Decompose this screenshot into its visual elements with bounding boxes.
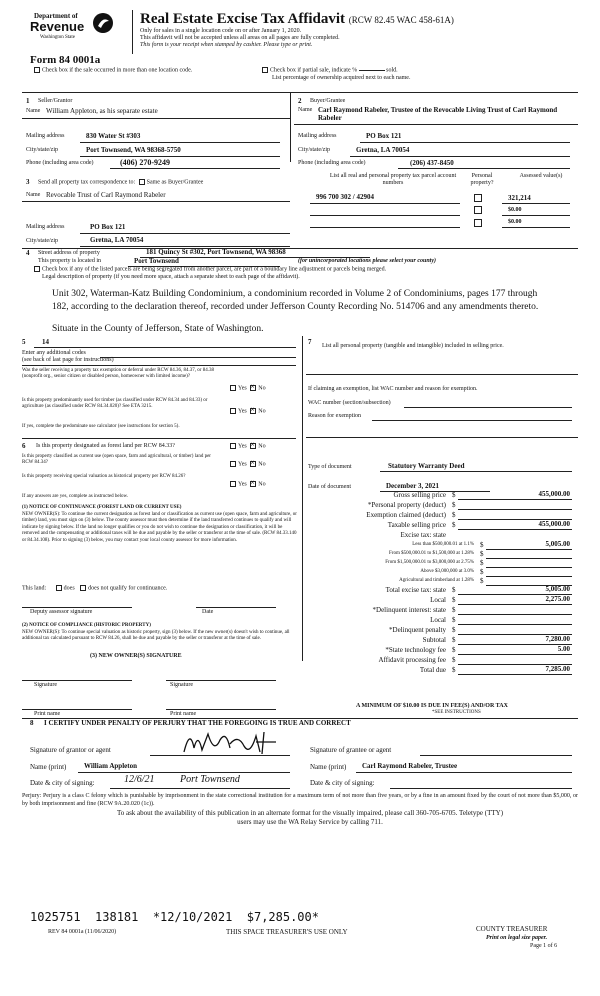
tax-row-value[interactable]: 455,000.00: [538, 490, 570, 498]
personal-property-3-checkbox[interactable]: [474, 219, 482, 227]
yes-label: Yes: [238, 408, 247, 415]
s5-q1-yes-checkbox[interactable]: [230, 385, 236, 391]
tax-row-value[interactable]: 5,005.00: [545, 585, 570, 593]
segregate-checkbox[interactable]: [34, 266, 40, 272]
no-label: No: [258, 385, 266, 392]
partial-sale-checkbox[interactable]: [262, 67, 268, 73]
buyer-mailing-label: Mailing address: [298, 133, 337, 139]
exemption-label: If claiming an exemption, list WAC number and reason for exemption.: [308, 386, 478, 392]
does-not-label: does not qualify for continuance.: [88, 585, 168, 592]
grantee-sig-label: Signature of grantee or agent: [310, 746, 392, 754]
located-field[interactable]: Port Townsend: [134, 257, 179, 265]
s6-q1-no-checkbox[interactable]: [250, 443, 256, 449]
grantor-date-label: Date & city of signing:: [30, 779, 95, 787]
s6-q2-yesno[interactable]: [230, 461, 266, 467]
buyer-mailing-field[interactable]: PO Box 121: [366, 132, 402, 140]
wac-label: WAC number (section/subsection): [308, 400, 391, 406]
s6-q3-yes-checkbox[interactable]: [230, 481, 236, 487]
multi-location-label: Check box if the sale occurred in more than one location code.: [42, 67, 193, 74]
multi-location-checkbox[interactable]: [34, 67, 40, 73]
dor-emblem-icon: [92, 12, 114, 34]
reason-label: Reason for exemption: [308, 413, 361, 419]
seller-mailing-label: Mailing address: [26, 133, 65, 139]
owner-print-label-2: Print name: [170, 711, 197, 717]
section8-number: 8: [30, 719, 34, 727]
tax-row-label: Local: [430, 596, 446, 604]
grantee-name-label: Name (print): [310, 763, 347, 771]
yes-label: Yes: [238, 443, 247, 450]
tax-row-label: *Personal property (deduct): [367, 501, 446, 509]
dollar-sign: $: [452, 616, 456, 624]
dollar-sign: $: [480, 541, 484, 549]
section7-number: 7: [308, 338, 312, 346]
buyer-name-label: Name: [298, 107, 313, 113]
dollar-sign: $: [480, 550, 484, 558]
yes-label: Yes: [238, 481, 247, 488]
title-text: Real Estate Excise Tax Affidavit: [140, 11, 345, 27]
rev-number: REV 84 0001a (11/06/2020): [48, 929, 117, 935]
partial-list-note: List percentage of ownership acquired next to each name.: [272, 75, 411, 81]
header-note2: This affidavit will not be accepted unless all areas on all pages are fully completed.: [140, 35, 340, 41]
personal-property-1-checkbox[interactable]: [474, 194, 482, 202]
s5-q2: Is this property predominantly used for timber (as classified under RCW 84.34 and 84.33) or agriculture (as classified under RCW 84.34.020)? See ETA 3215.: [22, 398, 208, 409]
tax-row-label: Above $3,000,000 at 3.0%: [420, 569, 474, 574]
s5-q3: If yes, complete the predominate use calculator (see instructions for section 5).: [22, 424, 180, 429]
form-number: Form 84 0001a: [30, 54, 101, 66]
section3-number: 3: [26, 178, 30, 186]
partial-sale-check[interactable]: [262, 67, 398, 73]
owner-print-label-1: Print name: [34, 711, 61, 717]
buyer-name-field[interactable]: Carl Raymond Rabeler, Trustee of the Revocable Living Trust of Carl Raymond Rabeler: [318, 106, 558, 122]
grantor-sig-label: Signature of grantor or agent: [30, 746, 111, 754]
deputy-date-label: Date: [202, 609, 214, 615]
tax-row-label: Local: [430, 616, 446, 624]
partial-sold-label: sold.: [386, 67, 398, 74]
parcel-col-header: List all real and personal property tax parcel account numbers: [329, 173, 457, 186]
owner-sig-label-1: Signature: [34, 682, 57, 688]
section5-number: 5: [22, 338, 26, 346]
tax-row-label: Agricultural and timberland at 1.28%: [399, 578, 474, 583]
no-label: No: [258, 443, 266, 450]
legal-label: Legal description of property (if you need more space, attach a separate sheet to each page of the affidavit).: [42, 274, 300, 280]
corr-name-label: Name: [26, 192, 41, 198]
doc-date-field[interactable]: December 3, 2021: [386, 482, 439, 490]
no-label: No: [258, 461, 266, 468]
dept-line1: Department of: [34, 12, 78, 20]
section5-code[interactable]: 14: [42, 338, 49, 346]
tax-row-value[interactable]: 7,280.00: [545, 635, 570, 643]
doc-type-field[interactable]: Statutory Warranty Deed: [388, 462, 465, 470]
grantor-date-field[interactable]: 12/6/21: [124, 774, 155, 785]
tax-row-label: Total due: [419, 666, 446, 674]
grantor-name-field[interactable]: William Appleton: [84, 762, 137, 770]
treasurer-use-note: THIS SPACE TREASURER'S USE ONLY: [226, 928, 348, 936]
tax-row-value[interactable]: 7,285.00: [545, 665, 570, 673]
s5-q2-no-checkbox[interactable]: [250, 408, 256, 414]
section2-number: 2: [298, 97, 302, 105]
tax-row-value[interactable]: 455,000.00: [538, 520, 570, 528]
deputy-sig-label: Deputy assessor signature: [30, 609, 93, 615]
multi-location-check[interactable]: [34, 67, 192, 73]
legal-line2: 182, according to the declaration thereof, recorded under Jefferson County Recording No. 514706 and any amendments thereto.: [52, 302, 539, 312]
dollar-sign: $: [452, 656, 456, 664]
grantor-name-label: Name (print): [30, 763, 67, 771]
dor-logo: [30, 12, 120, 46]
seller-section-label: Seller/Grantor: [38, 98, 73, 104]
corr-city-field[interactable]: Gretna, LA 70054: [90, 236, 144, 244]
land-does-checkbox[interactable]: [56, 585, 62, 591]
tax-row-label: Exemption claimed (deduct): [366, 511, 446, 519]
tax-row-value[interactable]: 2,275.00: [545, 595, 570, 603]
tax-row-label: Total excise tax: state: [385, 586, 446, 594]
street-field[interactable]: 181 Quincy St #302, Port Townsend, WA 98368: [146, 248, 286, 256]
s6-q2-no-checkbox[interactable]: [250, 461, 256, 467]
correspondence-row: [38, 179, 203, 185]
tax-row-label: *State technology fee: [385, 646, 446, 654]
dollar-sign: $: [480, 577, 484, 585]
see-instructions-note: *SEE INSTRUCTIONS: [432, 710, 481, 715]
does-label: does: [63, 585, 75, 592]
dollar-sign: $: [480, 568, 484, 576]
s6-q1-yesno[interactable]: [230, 443, 266, 449]
dollar-sign: $: [452, 626, 456, 634]
tax-row-label: *Delinquent penalty: [389, 626, 446, 634]
tax-row-label: Excise tax: state: [400, 531, 446, 539]
seller-city-field[interactable]: Port Townsend, WA 98368-5750: [86, 146, 181, 154]
personal-col-header: Personal property?: [470, 173, 494, 186]
grantee-name-field[interactable]: Carl Raymond Rabeler, Trustee: [362, 762, 458, 770]
dollar-sign: $: [452, 491, 456, 499]
s6-q1: Is this property designated as forest land per RCW 84.33?: [36, 443, 175, 449]
same-as-buyer-checkbox[interactable]: [139, 179, 145, 185]
dollar-sign: $: [452, 596, 456, 604]
dollar-sign: $: [452, 636, 456, 644]
owner-sig-label-2: Signature: [170, 682, 193, 688]
s6-q3-yesno[interactable]: [230, 481, 266, 487]
treasurer-receipt: 1025751 138181 *12/10/2021 $7,285.00*: [30, 910, 319, 924]
partial-sale-label: Check box if partial sale, indicate %: [270, 67, 358, 74]
parcel-1-field[interactable]: 996 700 302 / 42904: [316, 193, 374, 201]
s5-q1-no-checkbox[interactable]: [250, 385, 256, 391]
s6-if-any: If any answers are yes, complete as instructed below.: [22, 494, 129, 499]
seller-name-field[interactable]: William Appleton, as his separate estate: [46, 107, 158, 115]
buyer-city-field[interactable]: Gretna, LA 70054: [356, 146, 410, 154]
yes-label: Yes: [238, 461, 247, 468]
dollar-sign: $: [480, 559, 484, 567]
doc-type-label: Type of document: [308, 464, 352, 470]
s6-q2: Is this property classified as current use (open space, farm and agricultural, or timber) land per RCW 84.34?: [22, 454, 211, 465]
dollar-sign: $: [452, 586, 456, 594]
tax-row-label: Gross selling price: [393, 491, 446, 499]
c2-title: (2) NOTICE OF COMPLIANCE (HISTORIC PROPERTY): [22, 623, 151, 628]
minimum-due-note: A MINIMUM OF $10.00 IS DUE IN FEE(S) AND/OR TAX: [356, 703, 508, 709]
tax-row-label: From $1,500,000.01 to $3,000,000 at 2.75%: [385, 560, 474, 565]
legal-situate: Situate in the County of Jefferson, State of Washington.: [52, 324, 264, 334]
corr-city-label: City/state/zip: [26, 238, 58, 244]
c3-title: (3) NEW OWNER(S) SIGNATURE: [90, 653, 182, 659]
section6-number: 6: [22, 442, 26, 450]
dollar-sign: $: [452, 521, 456, 529]
located-label: This property is located in: [38, 258, 101, 264]
dollar-sign: $: [452, 606, 456, 614]
doc-date-label: Date of document: [308, 484, 351, 490]
section1-number: 1: [26, 97, 30, 105]
buyer-phone-field[interactable]: (206) 437-8450: [410, 159, 454, 167]
seller-name-label: Name: [26, 108, 41, 114]
perjury-note: Perjury: Perjury is a class C felony which is punishable by imprisonment in the state correctional institution for a maximum term of not more than five years, or by a fine in an amount fixed by the court of not more than $5,000, or by both imprisonment and fine (RCW 9A.20.020 (1c)).: [22, 793, 578, 807]
buyer-city-label: City/state/zip: [298, 147, 330, 153]
header-note1: Only for sales in a single location code on or after January 1, 2020.: [140, 28, 302, 34]
located-note: (for unincorporated locations please select your county): [298, 258, 436, 264]
land-does-not-checkbox[interactable]: [80, 585, 86, 591]
grantor-signature: [180, 726, 280, 758]
personal-property-2-checkbox[interactable]: [474, 206, 482, 214]
s6-q3: Is this property receiving special valuation as historical property per RCW 84.26?: [22, 474, 186, 479]
enter-codes-label: Enter any additional codes: [22, 350, 86, 356]
tax-row-label: From $500,000.01 to $1,500,000 at 1.28%: [389, 551, 474, 556]
assessed-col-header: Assessed value(s): [519, 173, 563, 179]
legal-paper-note: Print on legal size paper.: [486, 935, 548, 941]
form-title: [140, 11, 454, 28]
section7-label: List all personal property (tangible and intangible) included in selling price.: [322, 343, 504, 349]
s5-q2-yesno[interactable]: [230, 408, 266, 414]
see-back-label: (see back of last page for instructions): [22, 357, 114, 363]
same-as-buyer-label: Same as Buyer/Grantee: [146, 179, 204, 186]
section4-number: 4: [26, 249, 30, 257]
dollar-sign: $: [452, 511, 456, 519]
this-land-label: This land:: [22, 585, 47, 592]
buyer-section-label: Buyer/Grantee: [310, 98, 346, 104]
seller-phone-label: Phone (including area code): [26, 160, 94, 166]
tax-row-value[interactable]: 5,005.00: [545, 540, 570, 548]
dollar-sign: $: [452, 666, 456, 674]
header-note3: This form is your receipt when stamped by cashier. Please type or print.: [140, 42, 313, 48]
ada-note: To ask about the availability of this publication in an alternate format for the visually impaired, please call 360-705-6705. Teletype (TTY) users may use the WA Relay Service by calling 711.: [116, 809, 504, 826]
dept-line2: Revenue: [30, 19, 85, 34]
tax-row-label: Less than $500,000.01 at 1.1%: [412, 542, 474, 547]
grantee-date-label: Date & city of signing:: [310, 779, 375, 787]
s5-q2-yes-checkbox[interactable]: [230, 408, 236, 414]
seller-phone-field[interactable]: (406) 270-9249: [120, 158, 170, 167]
certify-text: I CERTIFY UNDER PENALTY OF PERJURY THAT THE FOREGOING IS TRUE AND CORRECT: [44, 719, 351, 727]
yes-label: Yes: [238, 385, 247, 392]
c2-body: NEW OWNER(S): To continue special valuation as historic property, sign (3) below. If the new owner(s) doesn't wish to continue, all additional tax calculated pursuant to RCW 84.26, shall be due and payable by the seller or transferor at the time of sale.: [22, 630, 290, 642]
dollar-sign: $: [452, 501, 456, 509]
s6-q3-no-checkbox[interactable]: [250, 481, 256, 487]
segregate-label: Check box if any of the listed parcels are being segregated from another parcel, are part of a boundary line adjustment or parcels being merged.: [42, 266, 387, 273]
s6-q1-yes-checkbox[interactable]: [230, 443, 236, 449]
title-ref: (RCW 82.45 WAC 458-61A): [348, 15, 454, 25]
correspondence-label: Send all property tax correspondence to:: [38, 179, 136, 186]
seller-mailing-field[interactable]: 830 Water St #303: [86, 132, 141, 140]
street-label: Street address of property: [38, 250, 100, 256]
s5-q1: Was the seller receiving a property tax exemption or deferral under RCW 84.36, 84.37, or 84.38 (nonprofit org., senior citizen or disabled person, homeowner with limited income)?: [22, 368, 214, 379]
c1-title: (1) NOTICE OF CONTINUANCE (FOREST LAND OR CURRENT USE): [22, 505, 182, 510]
s5-q1-yesno[interactable]: [230, 385, 266, 391]
page-number: Page 1 of 6: [530, 943, 558, 949]
this-land-row: [22, 585, 167, 591]
seller-city-label: City/state/zip: [26, 147, 58, 153]
grantor-city-field[interactable]: Port Townsend: [180, 774, 240, 785]
no-label: No: [258, 408, 266, 415]
dollar-sign: $: [452, 646, 456, 654]
tax-row-label: Affidavit processing fee: [378, 656, 446, 664]
assessed-1-field[interactable]: 321,214: [508, 194, 531, 202]
c1-body: NEW OWNER(S): To continue the current designation as forest land or classification as current use (open space, farm and agriculture, or timber) land, you must sign on (3) below. The county assessor must then determine if the land transferred continues to qualify and will indicate by signing below. If the land no longer qualifies or you do not wish to continue the designation or classification, it will be removed and the compensating or additional taxes will be due and payable by the seller or transferor at the time of sale. (RCW 84.33.140 or 84.34.108). Prior to signing (3) below, you may contact your local county assessor for more information.: [22, 512, 297, 543]
dept-line3: Washington State: [40, 35, 76, 40]
corr-mailing-label: Mailing address: [26, 224, 65, 230]
s6-q2-yes-checkbox[interactable]: [230, 461, 236, 467]
buyer-phone-label: Phone (including area code): [298, 160, 366, 166]
tax-row-value[interactable]: 5.00: [557, 645, 570, 653]
assessed-3-field[interactable]: $0.00: [508, 219, 522, 225]
tax-row-label: Taxable selling price: [387, 521, 446, 529]
legal-line1: Unit 302, Waterman-Katz Building Condominium, a condominium recorded in Volume 2 of Condominiums, pages 177 through: [52, 289, 538, 299]
tax-row-label: Subtotal: [422, 636, 446, 644]
segregate-check[interactable]: [34, 266, 386, 272]
county-treasurer: COUNTY TREASURER: [476, 925, 548, 933]
assessed-2-field[interactable]: $0.00: [508, 207, 522, 213]
corr-name-field[interactable]: Revocable Trust of Carl Raymond Rabeler: [46, 191, 166, 199]
corr-mailing-field[interactable]: PO Box 121: [90, 223, 126, 231]
no-label: No: [258, 481, 266, 488]
tax-row-label: *Delinquent interest: state: [372, 606, 446, 614]
